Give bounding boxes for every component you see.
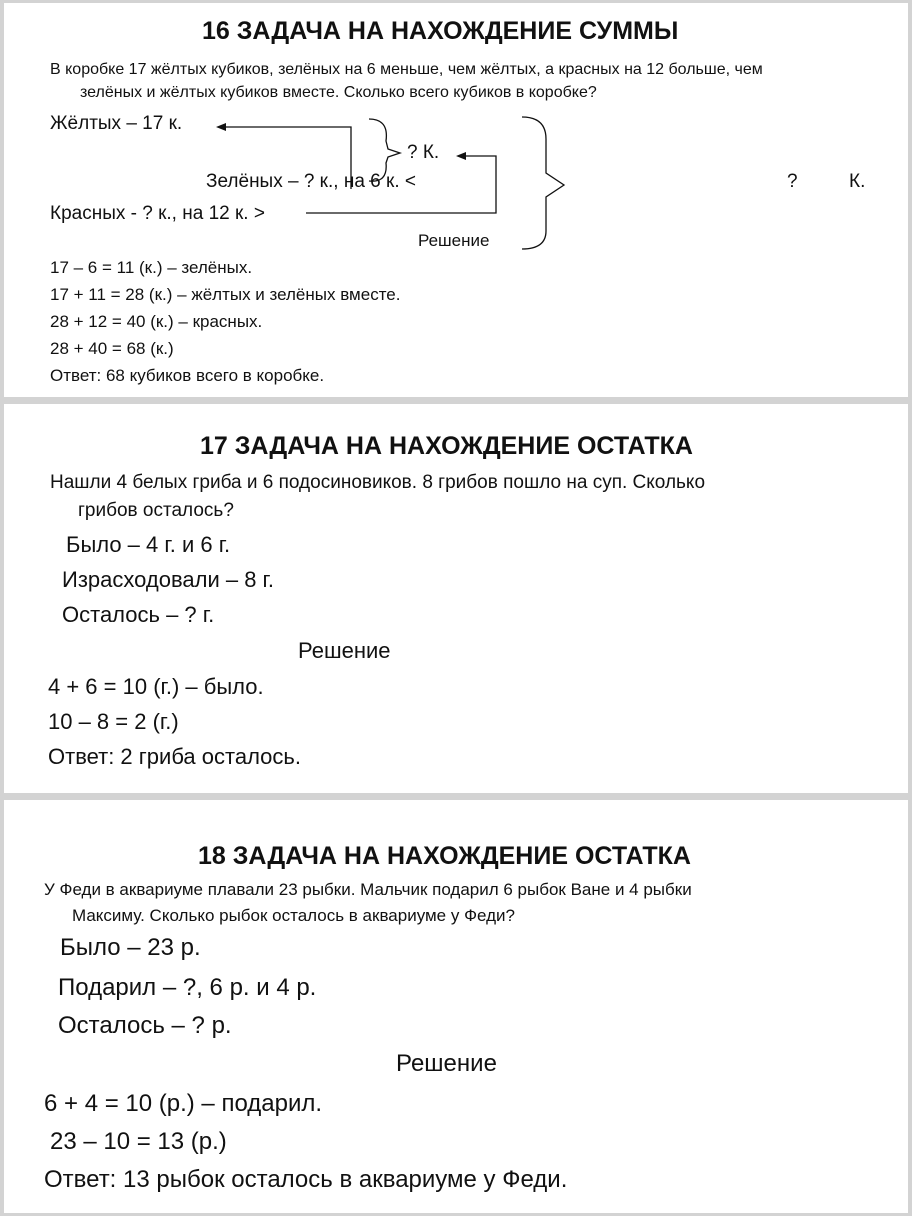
task-18-condition-3: Осталось – ? р. — [58, 1012, 232, 1039]
task-16-answer: Ответ: 68 кубиков всего в коробке. — [50, 366, 325, 385]
task-17-step-1: 4 + 6 = 10 (г.) – было. — [48, 674, 264, 699]
task-17-panel — [4, 404, 908, 793]
task-16-small-brace — [369, 119, 400, 181]
task-16-panel — [4, 3, 908, 397]
task-16-step-1: 17 – 6 = 11 (к.) – зелёных. — [50, 258, 253, 277]
task-16-step-3: 28 + 12 = 40 (к.) – красных. — [50, 312, 263, 331]
task-17-condition-1: Было – 4 г. и 6 г. — [66, 532, 231, 557]
task-17-answer: Ответ: 2 гриба осталось. — [48, 744, 301, 769]
task-16-brace-question: ? К. — [407, 142, 440, 163]
task-18-solution-label: Решение — [396, 1050, 497, 1077]
task-18-step-1: 6 + 4 = 10 (р.) – подарил. — [44, 1090, 323, 1117]
task-16-title: 16 ЗАДАЧА НА НАХОЖДЕНИЕ СУММЫ — [202, 17, 679, 45]
task-18-problem-line1: У Феди в аквариуме плавали 23 рыбки. Мальчик подарил 6 рыбок Ване и 4 рыбки — [44, 880, 692, 899]
task-16-solution-label: Решение — [418, 231, 490, 250]
task-18-step-2: 23 – 10 = 13 (р.) — [50, 1128, 227, 1155]
task-17-problem-line1: Нашли 4 белых гриба и 6 подосиновиков. 8 грибов пошло на суп. Сколько — [50, 472, 706, 493]
task-16-step-4: 28 + 40 = 68 (к.) — [50, 339, 174, 358]
task-16-condition-green: Зелёных – ? к., на 6 к. < — [206, 171, 416, 192]
task-18-answer: Ответ: 13 рыбок осталось в аквариуме у Феди. — [44, 1166, 568, 1193]
task-16-arrow-to-yellow — [222, 127, 351, 189]
task-16-scheme-diagram — [4, 3, 908, 397]
task-16-problem-line2: зелёных и жёлтых кубиков вместе. Сколько всего кубиков в коробке? — [80, 84, 597, 101]
task-16-problem-line1: В коробке 17 жёлтых кубиков, зелёных на 6 меньше, чем жёлтых, а красных на 12 больше, чем — [50, 61, 763, 78]
task-17-condition-3: Осталось – ? г. — [62, 602, 215, 627]
task-16-total-question: ? — [787, 171, 798, 192]
task-16-arrowhead-yellow — [216, 123, 226, 131]
task-18-title: 18 ЗАДАЧА НА НАХОЖДЕНИЕ ОСТАТКА — [198, 842, 691, 870]
task-18-condition-2: Подарил – ?, 6 р. и 4 р. — [58, 974, 317, 1001]
task-18-condition-1: Было – 23 р. — [60, 934, 201, 961]
task-16-condition-red: Красных - ? к., на 12 к. > — [50, 203, 265, 224]
task-16-step-2: 17 + 11 = 28 (к.) – жёлтых и зелёных вместе. — [50, 285, 401, 304]
task-16-arrow-to-brace-question — [306, 156, 496, 213]
task-17-problem-line2: грибов осталось? — [78, 500, 234, 521]
task-18-panel — [4, 800, 908, 1213]
task-17-step-2: 10 – 8 = 2 (г.) — [48, 709, 179, 734]
task-16-big-brace — [522, 117, 564, 249]
task-18-problem-line2: Максиму. Сколько рыбок осталось в аквариуме у Феди? — [72, 906, 515, 925]
task-16-arrowhead-question — [456, 152, 466, 160]
task-16-total-unit: К. — [849, 171, 866, 192]
task-16-condition-yellow: Жёлтых – 17 к. — [50, 113, 183, 134]
task-17-solution-label: Решение — [298, 638, 391, 663]
task-17-title: 17 ЗАДАЧА НА НАХОЖДЕНИЕ ОСТАТКА — [200, 432, 693, 460]
task-17-condition-2: Израсходовали – 8 г. — [62, 567, 275, 592]
